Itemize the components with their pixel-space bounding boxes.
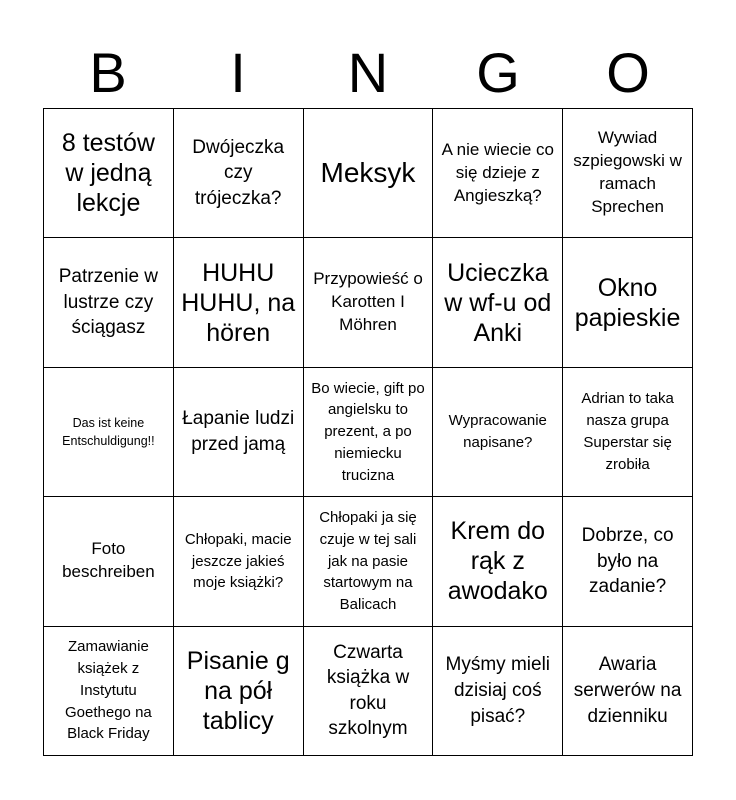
header-letter-i: I (230, 41, 246, 104)
bingo-cell[interactable]: Krem do rąk z awodako (433, 497, 563, 626)
bingo-cell[interactable]: HUHU HUHU, na hören (174, 238, 304, 367)
bingo-cell[interactable]: Meksyk (304, 109, 434, 238)
bingo-cell[interactable]: Dobrze, co było na zadanie? (563, 497, 693, 626)
header-letter-n: N (347, 41, 389, 104)
bingo-cell[interactable]: A nie wiecie co się dzieje z Angieszką? (433, 109, 563, 238)
bingo-cell[interactable]: Zamawianie książek z Instytutu Goethego na Black Friday (44, 627, 174, 756)
bingo-cell[interactable]: Adrian to taka nasza grupa Superstar się zrobiła (563, 368, 693, 497)
header-letter-b: B (89, 41, 127, 104)
bingo-cell[interactable]: Awaria serwerów na dzienniku (563, 627, 693, 756)
bingo-cell[interactable]: Czwarta książka w roku szkolnym (304, 627, 434, 756)
bingo-grid (43, 108, 693, 756)
bingo-header (43, 38, 693, 108)
bingo-cell[interactable]: Pisanie g na pół tablicy (174, 627, 304, 756)
bingo-cell[interactable]: Patrzenie w lustrze czy ściągasz (44, 238, 174, 367)
bingo-cell[interactable]: Wypracowanie napisane? (433, 368, 563, 497)
bingo-cell[interactable]: Bo wiecie, gift po angielsku to prezent, a po niemiecku trucizna (304, 368, 434, 497)
bingo-cell[interactable]: Przypowieść o Karotten I Möhren (304, 238, 434, 367)
bingo-cell[interactable]: Chłopaki, macie jeszcze jakieś moje książki? (174, 497, 304, 626)
header-letter-g: G (476, 41, 520, 104)
bingo-cell[interactable]: Myśmy mieli dzisiaj coś pisać? (433, 627, 563, 756)
bingo-cell[interactable]: Chłopaki ja się czuje w tej sali jak na pasie startowym na Balicach (304, 497, 434, 626)
header-letter-o: O (606, 41, 650, 104)
bingo-cell[interactable]: Wywiad szpiegowski w ramach Sprechen (563, 109, 693, 238)
bingo-cell[interactable]: Okno papieskie (563, 238, 693, 367)
bingo-cell[interactable]: Ucieczka w wf-u od Anki (433, 238, 563, 367)
bingo-cell[interactable]: Das ist keine Entschuldigung!! (44, 368, 174, 497)
bingo-cell[interactable]: Foto beschreiben (44, 497, 174, 626)
bingo-cell[interactable]: Dwójeczka czy trójeczka? (174, 109, 304, 238)
bingo-cell[interactable]: 8 testów w jedną lekcje (44, 109, 174, 238)
bingo-cell[interactable]: Łapanie ludzi przed jamą (174, 368, 304, 497)
